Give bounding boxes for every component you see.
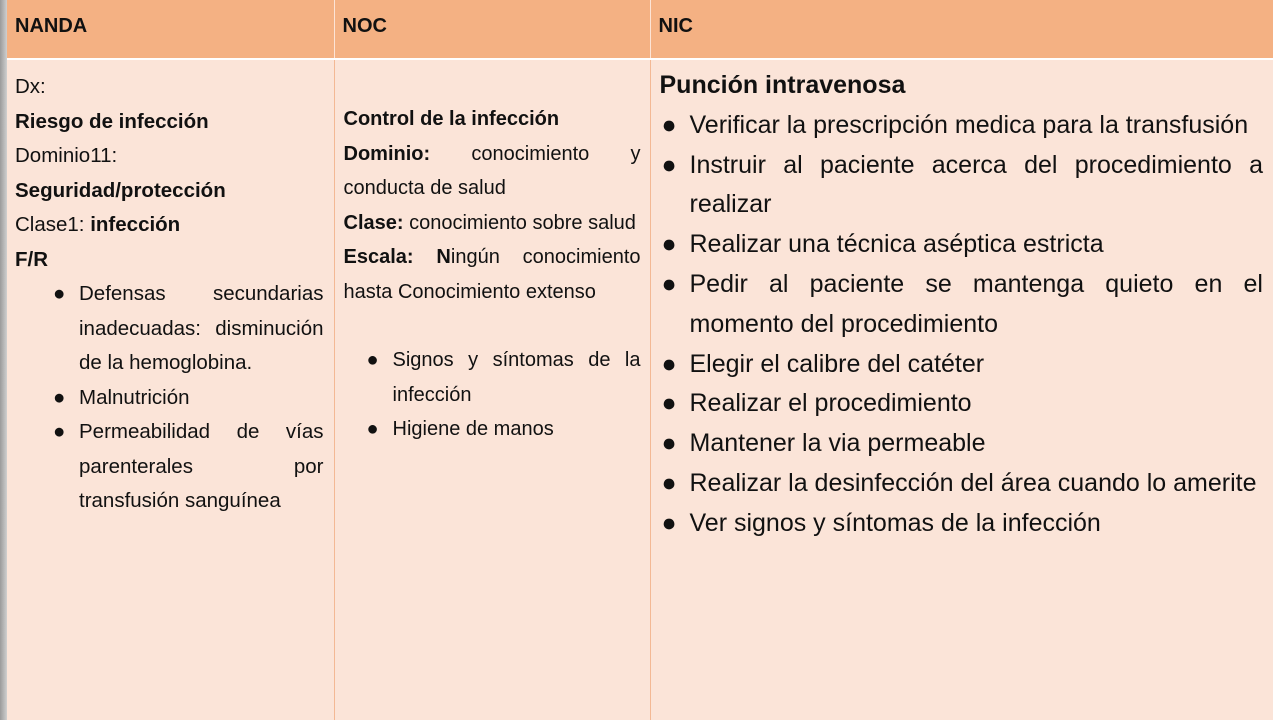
nanda-domain-name: Seguridad/protección	[15, 178, 226, 202]
dx-label: Dx:	[15, 75, 46, 98]
nanda-cell	[7, 59, 334, 720]
list-item: ● Instruir al paciente acerca del procedimiento a realizar	[660, 146, 1264, 226]
noc-scale-label: Escala:	[343, 246, 414, 268]
diagnosis: Riesgo de infección	[15, 109, 209, 133]
noc-title: Control de la infección	[343, 108, 560, 130]
header-noc: NOC	[334, 0, 650, 59]
list-item: ● Malnutrición	[15, 381, 324, 416]
noc-domain-text: conocimiento y conducta de salud	[343, 142, 641, 199]
noc-cell	[334, 59, 650, 720]
bullet-icon: ●	[53, 385, 66, 409]
list-item: ● Permeabilidad de vías parenterales por transfusión sanguínea	[15, 415, 324, 519]
noc-domain	[344, 137, 641, 206]
noc-scale	[344, 240, 641, 309]
bullet-icon: ●	[53, 282, 66, 305]
bullet-icon: ●	[661, 508, 677, 537]
bullet-icon: ●	[366, 418, 379, 440]
list-item: ● Higiene de manos	[344, 412, 641, 447]
nanda-class-name: infección	[90, 213, 181, 236]
list-item: ● Pedir al paciente se mantenga quieto en el momento del procedimiento	[660, 265, 1264, 345]
list-item: ● Realizar una técnica aséptica estricta	[660, 225, 1264, 265]
header-nanda: NANDA	[7, 0, 334, 59]
bullet-icon: ●	[661, 349, 677, 378]
nic-title: Punción intravenosa	[659, 71, 906, 99]
nanda-domain: Dominio11:	[15, 144, 118, 167]
bullet-icon: ●	[661, 110, 677, 139]
list-item: ● Mantener la via permeable	[660, 424, 1264, 464]
fr-label: F/R	[15, 247, 49, 271]
list-item: ● Defensas secundarias inadecuadas: disminución de la hemoglobina.	[15, 277, 324, 381]
noc-scale-n: N	[436, 246, 451, 268]
noc-scale-text: ingún conocimiento hasta Conocimiento extenso	[343, 246, 641, 303]
slide-left-edge	[0, 0, 7, 720]
list-item: ● Realizar el procedimiento	[660, 384, 1264, 424]
noc-indicators-list	[344, 343, 641, 447]
noc-class-label: Clase:	[343, 211, 404, 234]
nic-cell	[650, 59, 1273, 720]
noc-class	[344, 206, 641, 241]
bullet-icon: ●	[661, 389, 677, 418]
bullet-icon: ●	[661, 468, 677, 497]
bullet-icon: ●	[366, 349, 379, 371]
list-item: ● Verificar la prescripción medica para la transfusión	[660, 106, 1264, 146]
header-row	[7, 0, 1273, 59]
care-plan-table	[7, 0, 1273, 720]
nic-activities-list	[660, 106, 1264, 544]
list-item: ● Signos y síntomas de la infección	[344, 343, 641, 412]
risk-factors-list	[15, 277, 324, 519]
list-item: ● Elegir el calibre del catéter	[660, 345, 1264, 385]
noc-class-text: conocimiento sobre salud	[403, 211, 636, 234]
nanda-class-prefix: Clase1:	[15, 213, 91, 236]
header-nic: NIC	[650, 0, 1273, 59]
list-item: ● Ver signos y síntomas de la infección	[660, 504, 1264, 544]
bullet-icon: ●	[661, 150, 677, 179]
bullet-icon: ●	[661, 269, 677, 298]
nanda-class	[15, 208, 324, 243]
bullet-icon: ●	[53, 420, 66, 443]
bullet-icon: ●	[661, 230, 677, 259]
bullet-icon: ●	[661, 429, 677, 458]
noc-domain-label: Dominio:	[343, 142, 431, 165]
content-row	[7, 59, 1273, 720]
list-item: ● Realizar la desinfección del área cuando lo amerite	[660, 464, 1264, 504]
